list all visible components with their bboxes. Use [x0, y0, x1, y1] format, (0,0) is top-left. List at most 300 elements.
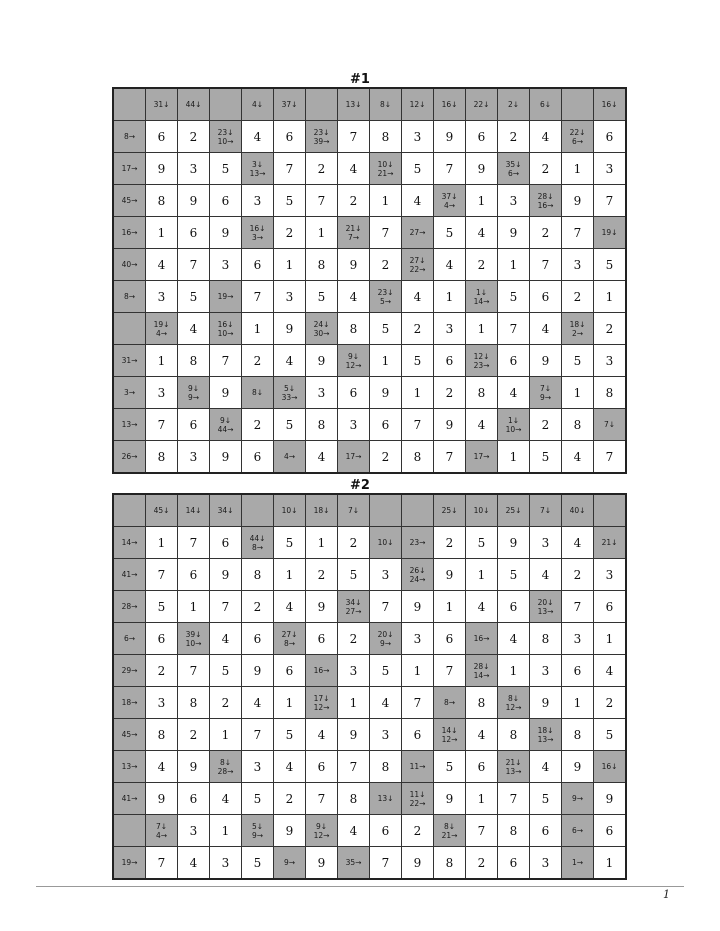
down-clue: 14↓ [441, 725, 458, 735]
clue-cell [466, 345, 498, 377]
digit-cell: 9 [306, 847, 338, 880]
grid-row [113, 815, 626, 847]
digit-cell: 4 [466, 217, 498, 249]
across-clue: 6→ [571, 826, 584, 835]
down-clue: 10↓ [281, 506, 298, 515]
across-clue: 5→ [379, 296, 392, 306]
digit-cell: 3 [530, 527, 562, 559]
digit-cell: 4 [402, 185, 434, 217]
across-clue: 13→ [121, 420, 138, 429]
clue-cell [210, 409, 242, 441]
digit-cell: 2 [338, 623, 370, 655]
digit-cell: 6 [146, 623, 178, 655]
clue-cell [113, 623, 146, 655]
digit-cell: 3 [242, 185, 274, 217]
clue-cell [146, 494, 178, 527]
down-clue: 2↓ [507, 100, 520, 109]
across-clue: 21→ [441, 830, 458, 840]
digit-cell: 9 [242, 655, 274, 687]
across-clue: 44→ [217, 424, 234, 434]
digit-cell: 2 [530, 153, 562, 185]
digit-cell: 6 [242, 441, 274, 474]
down-clue: 44↓ [185, 100, 202, 109]
digit-cell: 8 [146, 719, 178, 751]
digit-cell: 4 [146, 751, 178, 783]
clue-cell [530, 88, 562, 121]
digit-cell: 9 [466, 153, 498, 185]
digit-cell: 6 [178, 217, 210, 249]
kakuro-grid-1 [112, 87, 627, 474]
digit-cell: 5 [242, 783, 274, 815]
clue-cell [498, 751, 530, 783]
digit-cell: 7 [146, 559, 178, 591]
digit-cell: 6 [498, 345, 530, 377]
across-clue: 3→ [123, 388, 136, 397]
clue-cell [338, 345, 370, 377]
clue-cell [306, 494, 338, 527]
down-clue: 9↓ [219, 415, 232, 425]
blank-cell [402, 494, 434, 527]
digit-cell: 2 [402, 313, 434, 345]
across-clue: 14→ [121, 538, 138, 547]
digit-cell: 6 [146, 121, 178, 153]
digit-cell: 4 [210, 623, 242, 655]
digit-cell: 5 [370, 313, 402, 345]
across-clue: 4→ [443, 200, 456, 210]
digit-cell: 3 [530, 655, 562, 687]
clue-cell [306, 313, 338, 345]
digit-cell: 3 [370, 559, 402, 591]
kakuro-grid-2 [112, 493, 627, 880]
digit-cell: 7 [498, 783, 530, 815]
digit-cell: 9 [498, 527, 530, 559]
down-clue: 6↓ [539, 100, 552, 109]
across-clue: 3→ [251, 232, 264, 242]
across-clue: 13→ [121, 762, 138, 771]
digit-cell: 1 [466, 783, 498, 815]
blank-cell [113, 815, 146, 847]
digit-cell: 4 [466, 409, 498, 441]
digit-cell: 9 [434, 559, 466, 591]
down-clue: 18↓ [569, 319, 586, 329]
down-clue: 3↓ [251, 159, 264, 169]
digit-cell: 6 [594, 591, 627, 623]
digit-cell: 6 [178, 559, 210, 591]
across-clue: 23→ [473, 360, 490, 370]
digit-cell: 9 [210, 559, 242, 591]
across-clue: 19→ [121, 858, 138, 867]
digit-cell: 6 [434, 623, 466, 655]
clue-cell [274, 441, 306, 474]
digit-cell: 2 [274, 217, 306, 249]
clue-cell [178, 377, 210, 409]
digit-cell: 1 [402, 377, 434, 409]
grid-row [113, 345, 626, 377]
digit-cell: 2 [562, 281, 594, 313]
grid-row [113, 527, 626, 559]
down-clue: 16↓ [217, 319, 234, 329]
down-clue: 11↓ [409, 789, 426, 799]
across-clue: 13→ [249, 168, 266, 178]
digit-cell: 6 [562, 655, 594, 687]
digit-cell: 3 [594, 153, 627, 185]
clue-cell [146, 88, 178, 121]
grid-row [113, 751, 626, 783]
digit-cell: 4 [370, 687, 402, 719]
digit-cell: 6 [370, 815, 402, 847]
clue-cell [113, 591, 146, 623]
digit-cell: 2 [466, 847, 498, 880]
clue-cell [113, 687, 146, 719]
down-clue: 7↓ [539, 506, 552, 515]
digit-cell: 4 [562, 441, 594, 474]
across-clue: 12→ [313, 702, 330, 712]
clue-cell [113, 121, 146, 153]
across-clue: 35→ [345, 858, 362, 867]
digit-cell: 9 [562, 185, 594, 217]
digit-cell: 1 [338, 687, 370, 719]
digit-cell: 8 [466, 687, 498, 719]
digit-cell: 9 [210, 377, 242, 409]
grid-row [113, 249, 626, 281]
clue-cell [113, 655, 146, 687]
digit-cell: 4 [274, 345, 306, 377]
digit-cell: 7 [498, 313, 530, 345]
digit-cell: 2 [242, 409, 274, 441]
clue-cell [370, 281, 402, 313]
down-clue: 9↓ [187, 383, 200, 393]
across-clue: 17→ [121, 164, 138, 173]
digit-cell: 5 [306, 281, 338, 313]
digit-cell: 6 [242, 249, 274, 281]
clue-cell [113, 377, 146, 409]
digit-cell: 4 [562, 527, 594, 559]
clue-cell [274, 377, 306, 409]
across-clue: 4→ [283, 452, 296, 461]
blank-cell [113, 494, 146, 527]
page-number: 1 [663, 888, 670, 901]
digit-cell: 8 [594, 377, 627, 409]
digit-cell: 3 [594, 345, 627, 377]
down-clue: 8↓ [251, 388, 264, 397]
across-clue: 8→ [443, 698, 456, 707]
grid-row [113, 783, 626, 815]
digit-cell: 6 [594, 815, 627, 847]
digit-cell: 9 [146, 153, 178, 185]
across-clue: 4→ [155, 830, 168, 840]
digit-cell: 3 [370, 719, 402, 751]
digit-cell: 1 [466, 313, 498, 345]
clue-cell [178, 623, 210, 655]
digit-cell: 8 [562, 719, 594, 751]
digit-cell: 7 [210, 345, 242, 377]
down-clue: 39↓ [185, 629, 202, 639]
clue-cell [242, 153, 274, 185]
down-clue: 5↓ [283, 383, 296, 393]
across-clue: 13→ [537, 734, 554, 744]
down-clue: 17↓ [313, 693, 330, 703]
digit-cell: 7 [146, 409, 178, 441]
grid-row [113, 559, 626, 591]
across-clue: 2→ [571, 328, 584, 338]
grid-row [113, 623, 626, 655]
digit-cell: 9 [530, 345, 562, 377]
down-clue: 40↓ [569, 506, 586, 515]
across-clue: 8→ [123, 292, 136, 301]
across-clue: 6→ [571, 136, 584, 146]
across-clue: 21→ [377, 168, 394, 178]
down-clue: 14↓ [185, 506, 202, 515]
digit-cell: 4 [530, 121, 562, 153]
across-clue: 45→ [121, 730, 138, 739]
digit-cell: 7 [370, 591, 402, 623]
across-clue: 29→ [121, 666, 138, 675]
across-clue: 28→ [217, 766, 234, 776]
digit-cell: 5 [274, 527, 306, 559]
clue-cell [434, 88, 466, 121]
clue-cell [113, 281, 146, 313]
down-clue: 16↓ [601, 100, 618, 109]
down-clue: 7↓ [155, 821, 168, 831]
digit-cell: 4 [466, 719, 498, 751]
digit-cell: 9 [434, 783, 466, 815]
digit-cell: 1 [402, 655, 434, 687]
across-clue: 12→ [313, 830, 330, 840]
clue-cell [434, 185, 466, 217]
across-clue: 16→ [313, 666, 330, 675]
clue-cell [338, 591, 370, 623]
digit-cell: 5 [370, 655, 402, 687]
digit-cell: 8 [242, 559, 274, 591]
digit-cell: 7 [274, 153, 306, 185]
digit-cell: 7 [562, 217, 594, 249]
clue-cell [594, 88, 627, 121]
digit-cell: 1 [370, 185, 402, 217]
blank-cell [562, 88, 594, 121]
clue-cell [210, 751, 242, 783]
clue-cell [274, 847, 306, 880]
digit-cell: 8 [306, 249, 338, 281]
down-clue: 16↓ [441, 100, 458, 109]
blank-cell [113, 88, 146, 121]
digit-cell: 6 [338, 377, 370, 409]
down-clue: 4↓ [251, 100, 264, 109]
digit-cell: 7 [178, 655, 210, 687]
digit-cell: 3 [562, 623, 594, 655]
digit-cell: 2 [146, 655, 178, 687]
clue-cell [210, 121, 242, 153]
across-clue: 41→ [121, 570, 138, 579]
clue-cell [338, 441, 370, 474]
across-clue: 13→ [537, 606, 554, 616]
clue-cell [113, 783, 146, 815]
clue-cell [562, 121, 594, 153]
down-clue: 7↓ [539, 383, 552, 393]
digit-cell: 3 [530, 847, 562, 880]
blank-cell [210, 88, 242, 121]
across-clue: 12→ [441, 734, 458, 744]
blank-cell [594, 494, 627, 527]
clue-cell [594, 527, 627, 559]
clue-cell [402, 217, 434, 249]
across-clue: 10→ [505, 424, 522, 434]
digit-cell: 8 [530, 623, 562, 655]
digit-cell: 4 [274, 591, 306, 623]
down-clue: 19↓ [601, 228, 618, 237]
digit-cell: 4 [242, 687, 274, 719]
down-clue: 31↓ [153, 100, 170, 109]
clue-cell [338, 847, 370, 880]
clue-cell [113, 153, 146, 185]
across-clue: 10→ [185, 638, 202, 648]
digit-cell: 7 [242, 281, 274, 313]
clue-cell [178, 494, 210, 527]
digit-cell: 2 [498, 121, 530, 153]
across-clue: 27→ [345, 606, 362, 616]
down-clue: 23↓ [217, 127, 234, 137]
down-clue: 7↓ [603, 420, 616, 429]
clue-cell [498, 409, 530, 441]
down-clue: 10↓ [377, 159, 394, 169]
digit-cell: 2 [434, 377, 466, 409]
digit-cell: 5 [242, 847, 274, 880]
down-clue: 7↓ [347, 506, 360, 515]
across-clue: 6→ [507, 168, 520, 178]
digit-cell: 5 [274, 719, 306, 751]
digit-cell: 5 [402, 153, 434, 185]
digit-cell: 3 [210, 847, 242, 880]
across-clue: 9→ [379, 638, 392, 648]
digit-cell: 3 [402, 121, 434, 153]
clue-cell [113, 345, 146, 377]
clue-cell [402, 783, 434, 815]
digit-cell: 8 [370, 121, 402, 153]
digit-cell: 6 [434, 345, 466, 377]
digit-cell: 2 [434, 527, 466, 559]
digit-cell: 6 [466, 751, 498, 783]
clue-cell [338, 88, 370, 121]
across-clue: 24→ [409, 574, 426, 584]
down-clue: 8↓ [507, 693, 520, 703]
digit-cell: 9 [210, 441, 242, 474]
digit-cell: 7 [338, 121, 370, 153]
digit-cell: 1 [466, 559, 498, 591]
clue-cell [530, 377, 562, 409]
blank-cell [113, 313, 146, 345]
digit-cell: 1 [562, 377, 594, 409]
digit-cell: 1 [210, 815, 242, 847]
digit-cell: 6 [594, 121, 627, 153]
digit-cell: 1 [562, 153, 594, 185]
down-clue: 28↓ [537, 191, 554, 201]
digit-cell: 2 [562, 559, 594, 591]
blank-cell [306, 88, 338, 121]
across-clue: 17→ [345, 452, 362, 461]
digit-cell: 4 [434, 249, 466, 281]
digit-cell: 2 [402, 815, 434, 847]
digit-cell: 5 [434, 217, 466, 249]
down-clue: 1↓ [475, 287, 488, 297]
clue-cell [210, 494, 242, 527]
digit-cell: 7 [434, 153, 466, 185]
digit-cell: 1 [146, 217, 178, 249]
across-clue: 41→ [121, 794, 138, 803]
digit-cell: 2 [530, 409, 562, 441]
digit-cell: 6 [274, 121, 306, 153]
digit-cell: 5 [146, 591, 178, 623]
clue-cell [242, 88, 274, 121]
digit-cell: 1 [146, 345, 178, 377]
digit-cell: 9 [402, 591, 434, 623]
down-clue: 12↓ [409, 100, 426, 109]
digit-cell: 8 [338, 313, 370, 345]
grid-row [113, 687, 626, 719]
down-clue: 18↓ [537, 725, 554, 735]
clue-cell [242, 527, 274, 559]
down-clue: 35↓ [505, 159, 522, 169]
clue-cell [402, 527, 434, 559]
digit-cell: 3 [210, 249, 242, 281]
across-clue: 1→ [571, 858, 584, 867]
digit-cell: 1 [210, 719, 242, 751]
clue-cell [562, 494, 594, 527]
digit-cell: 1 [498, 249, 530, 281]
digit-cell: 1 [594, 623, 627, 655]
digit-cell: 7 [178, 249, 210, 281]
digit-cell: 6 [178, 783, 210, 815]
digit-cell: 7 [530, 249, 562, 281]
digit-cell: 9 [434, 409, 466, 441]
digit-cell: 1 [370, 345, 402, 377]
clue-cell [562, 313, 594, 345]
digit-cell: 3 [498, 185, 530, 217]
digit-cell: 6 [306, 623, 338, 655]
digit-cell: 1 [594, 281, 627, 313]
clue-cell [242, 217, 274, 249]
digit-cell: 6 [498, 591, 530, 623]
digit-cell: 1 [498, 655, 530, 687]
across-clue: 6→ [123, 634, 136, 643]
digit-cell: 1 [306, 217, 338, 249]
across-clue: 22→ [409, 798, 426, 808]
digit-cell: 3 [274, 281, 306, 313]
clue-cell [113, 751, 146, 783]
clue-cell [274, 623, 306, 655]
digit-cell: 7 [242, 719, 274, 751]
digit-cell: 4 [338, 153, 370, 185]
digit-cell: 5 [498, 281, 530, 313]
digit-cell: 2 [242, 591, 274, 623]
clue-cell [178, 88, 210, 121]
digit-cell: 8 [402, 441, 434, 474]
grid-row [113, 409, 626, 441]
clue-cell [370, 527, 402, 559]
digit-cell: 4 [466, 591, 498, 623]
digit-cell: 8 [562, 409, 594, 441]
digit-cell: 9 [178, 751, 210, 783]
digit-cell: 2 [306, 153, 338, 185]
digit-cell: 8 [146, 441, 178, 474]
digit-cell: 9 [274, 815, 306, 847]
across-clue: 33→ [281, 392, 298, 402]
down-clue: 37↓ [281, 100, 298, 109]
clue-cell [113, 217, 146, 249]
grid-row [113, 719, 626, 751]
puzzle-1-title: #1 [350, 72, 370, 87]
down-clue: 13↓ [345, 100, 362, 109]
across-clue: 14→ [473, 296, 490, 306]
clue-cell [498, 88, 530, 121]
